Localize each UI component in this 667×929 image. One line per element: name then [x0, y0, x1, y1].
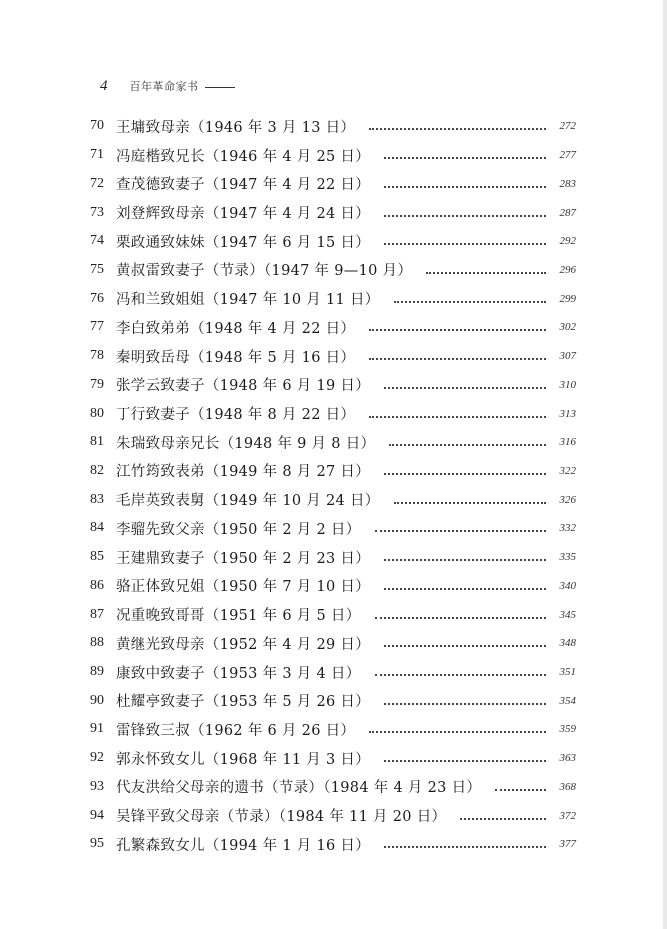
- dot-leader: [384, 760, 546, 762]
- dot-leader: [394, 502, 546, 504]
- dot-leader: [375, 674, 547, 676]
- toc-entry[interactable]: [90, 227, 576, 256]
- dot-leader: [369, 416, 546, 418]
- running-header: [100, 76, 235, 96]
- toc-entry[interactable]: [90, 313, 576, 342]
- entry-title: 代友洪给父母亲的遗书（节录）（1984 年 4 月 23 日）: [116, 780, 482, 797]
- entry-number: 72: [90, 175, 104, 191]
- toc-entry[interactable]: [90, 744, 576, 773]
- entry-page-number: 354: [559, 694, 576, 707]
- entry-number: 95: [90, 836, 104, 852]
- toc-entry[interactable]: [90, 399, 576, 428]
- toc-entry[interactable]: [90, 428, 576, 457]
- entry-title: 李骝先致父亲（1950 年 2 月 2 日）: [116, 521, 361, 538]
- toc-entry[interactable]: [90, 112, 576, 141]
- entry-title: 王墉致母亲（1946 年 3 月 13 日）: [116, 119, 356, 136]
- dot-leader: [394, 301, 546, 303]
- dot-leader: [384, 473, 546, 475]
- entry-number: 75: [90, 261, 104, 277]
- entry-title: 吴锋平致父母亲（节录）（1984 年 11 月 20 日）: [116, 809, 447, 826]
- toc-entry[interactable]: [90, 715, 576, 744]
- entry-number: 80: [90, 405, 104, 421]
- toc-entry[interactable]: [90, 457, 576, 486]
- entry-page-number: 322: [559, 464, 576, 477]
- dot-leader: [384, 157, 546, 159]
- dot-leader: [460, 818, 546, 820]
- entry-title: 杜耀亭致妻子（1953 年 5 月 26 日）: [116, 694, 371, 711]
- entry-title: 骆正体致兄姐（1950 年 7 月 10 日）: [116, 579, 371, 596]
- toc-entry[interactable]: [90, 370, 576, 399]
- entry-number: 89: [90, 664, 104, 680]
- entry-title: 冯和兰致姐姐（1947 年 10 月 11 日）: [116, 292, 380, 309]
- entry-number: 71: [90, 147, 104, 163]
- dot-leader: [369, 358, 546, 360]
- table-of-contents: [90, 112, 576, 859]
- entry-title: 黄叔雷致妻子（节录）（1947 年 9—10 月）: [116, 263, 413, 280]
- dot-leader: [384, 588, 546, 590]
- entry-title: 黄继光致母亲（1952 年 4 月 29 日）: [116, 636, 371, 653]
- dot-leader: [384, 215, 546, 217]
- entry-title: 丁行致妻子（1948 年 8 月 22 日）: [116, 407, 356, 424]
- entry-number: 73: [90, 204, 104, 220]
- toc-entry[interactable]: [90, 169, 576, 198]
- toc-entry[interactable]: [90, 485, 576, 514]
- entry-number: 82: [90, 462, 104, 478]
- entry-number: 85: [90, 549, 104, 565]
- entry-number: 87: [90, 606, 104, 622]
- entry-title: 朱瑞致母亲兄长（1948 年 9 月 8 日）: [116, 435, 376, 452]
- toc-entry[interactable]: [90, 686, 576, 715]
- entry-page-number: 340: [559, 579, 576, 592]
- entry-number: 76: [90, 290, 104, 306]
- entry-title: 毛岸英致表舅（1949 年 10 月 24 日）: [116, 493, 380, 510]
- dot-leader: [384, 703, 546, 705]
- dot-leader: [384, 559, 546, 561]
- dot-leader: [389, 444, 546, 446]
- entry-page-number: 292: [559, 235, 576, 248]
- entry-page-number: 368: [559, 780, 576, 793]
- entry-page-number: 277: [559, 149, 576, 162]
- entry-title: 秦明致岳母（1948 年 5 月 16 日）: [116, 349, 356, 366]
- toc-entry[interactable]: [90, 773, 576, 802]
- entry-page-number: 299: [559, 292, 576, 305]
- toc-entry[interactable]: [90, 284, 576, 313]
- entry-number: 70: [90, 118, 104, 134]
- entry-page-number: 272: [559, 120, 576, 133]
- dot-leader: [384, 846, 546, 848]
- entry-number: 93: [90, 778, 104, 794]
- entry-number: 94: [90, 807, 104, 823]
- entry-title: 康致中致妻子（1953 年 3 月 4 日）: [116, 665, 361, 682]
- entry-title: 孔繁森致女儿（1994 年 1 月 16 日）: [116, 837, 371, 854]
- dot-leader: [369, 731, 546, 733]
- entry-page-number: 296: [559, 263, 576, 276]
- entry-page-number: 283: [559, 177, 576, 190]
- entry-number: 78: [90, 348, 104, 364]
- entry-page-number: 372: [559, 809, 576, 822]
- entry-page-number: 335: [559, 551, 576, 564]
- page-edge: [663, 0, 667, 929]
- entry-title: 雷锋致三叔（1962 年 6 月 26 日）: [116, 722, 356, 739]
- toc-entry[interactable]: [90, 600, 576, 629]
- entry-page-number: 332: [559, 522, 576, 535]
- toc-entry[interactable]: [90, 801, 576, 830]
- toc-entry[interactable]: [90, 629, 576, 658]
- dot-leader: [384, 243, 546, 245]
- page-number: 4: [100, 77, 108, 94]
- entry-number: 81: [90, 434, 104, 450]
- entry-page-number: 302: [559, 321, 576, 334]
- toc-entry[interactable]: [90, 658, 576, 687]
- toc-entry[interactable]: [90, 543, 576, 572]
- dot-leader: [375, 530, 547, 532]
- title-rule: [205, 87, 235, 88]
- entry-title: 冯庭楷致兄长（1946 年 4 月 25 日）: [116, 148, 371, 165]
- toc-entry[interactable]: [90, 572, 576, 601]
- entry-number: 91: [90, 721, 104, 737]
- book-title: 百年革命家书: [129, 80, 199, 93]
- entry-title: 江竹筠致表弟（1949 年 8 月 27 日）: [116, 464, 371, 481]
- entry-page-number: 363: [559, 752, 576, 765]
- entry-title: 查茂德致妻子（1947 年 4 月 22 日）: [116, 177, 371, 194]
- dot-leader: [375, 617, 547, 619]
- entry-number: 84: [90, 520, 104, 536]
- entry-title: 王建鼎致妻子（1950 年 2 月 23 日）: [116, 550, 371, 567]
- dot-leader: [369, 329, 546, 331]
- entry-page-number: 377: [559, 838, 576, 851]
- entry-number: 79: [90, 376, 104, 392]
- entry-title: 郭永怀致女儿（1968 年 11 月 3 日）: [116, 751, 371, 768]
- dot-leader: [495, 789, 546, 791]
- entry-page-number: 313: [559, 407, 576, 420]
- dot-leader: [384, 186, 546, 188]
- entry-number: 83: [90, 491, 104, 507]
- dot-leader: [369, 128, 546, 130]
- entry-page-number: 326: [559, 493, 576, 506]
- toc-entry[interactable]: [90, 141, 576, 170]
- entry-page-number: 287: [559, 206, 576, 219]
- dot-leader: [384, 387, 546, 389]
- entry-title: 刘登辉致母亲（1947 年 4 月 24 日）: [116, 206, 371, 223]
- entry-number: 88: [90, 635, 104, 651]
- entry-page-number: 348: [559, 637, 576, 650]
- entry-page-number: 307: [559, 350, 576, 363]
- entry-page-number: 316: [559, 436, 576, 449]
- entry-page-number: 351: [559, 666, 576, 679]
- toc-entry[interactable]: [90, 198, 576, 227]
- entry-page-number: 359: [559, 723, 576, 736]
- entry-title: 栗政通致妹妹（1947 年 6 月 15 日）: [116, 234, 371, 251]
- entry-number: 86: [90, 577, 104, 593]
- entry-title: 况重晚致哥哥（1951 年 6 月 5 日）: [116, 608, 361, 625]
- entry-number: 92: [90, 750, 104, 766]
- entry-page-number: 310: [559, 378, 576, 391]
- toc-entry[interactable]: [90, 830, 576, 859]
- entry-title: 李白致弟弟（1948 年 4 月 22 日）: [116, 320, 356, 337]
- entry-number: 77: [90, 319, 104, 335]
- entry-number: 90: [90, 692, 104, 708]
- dot-leader: [384, 645, 546, 647]
- toc-entry[interactable]: [90, 256, 576, 285]
- entry-title: 张学云致妻子（1948 年 6 月 19 日）: [116, 378, 371, 395]
- dot-leader: [426, 272, 546, 274]
- toc-entry[interactable]: [90, 514, 576, 543]
- entry-number: 74: [90, 233, 104, 249]
- entry-page-number: 345: [559, 608, 576, 621]
- toc-entry[interactable]: [90, 342, 576, 371]
